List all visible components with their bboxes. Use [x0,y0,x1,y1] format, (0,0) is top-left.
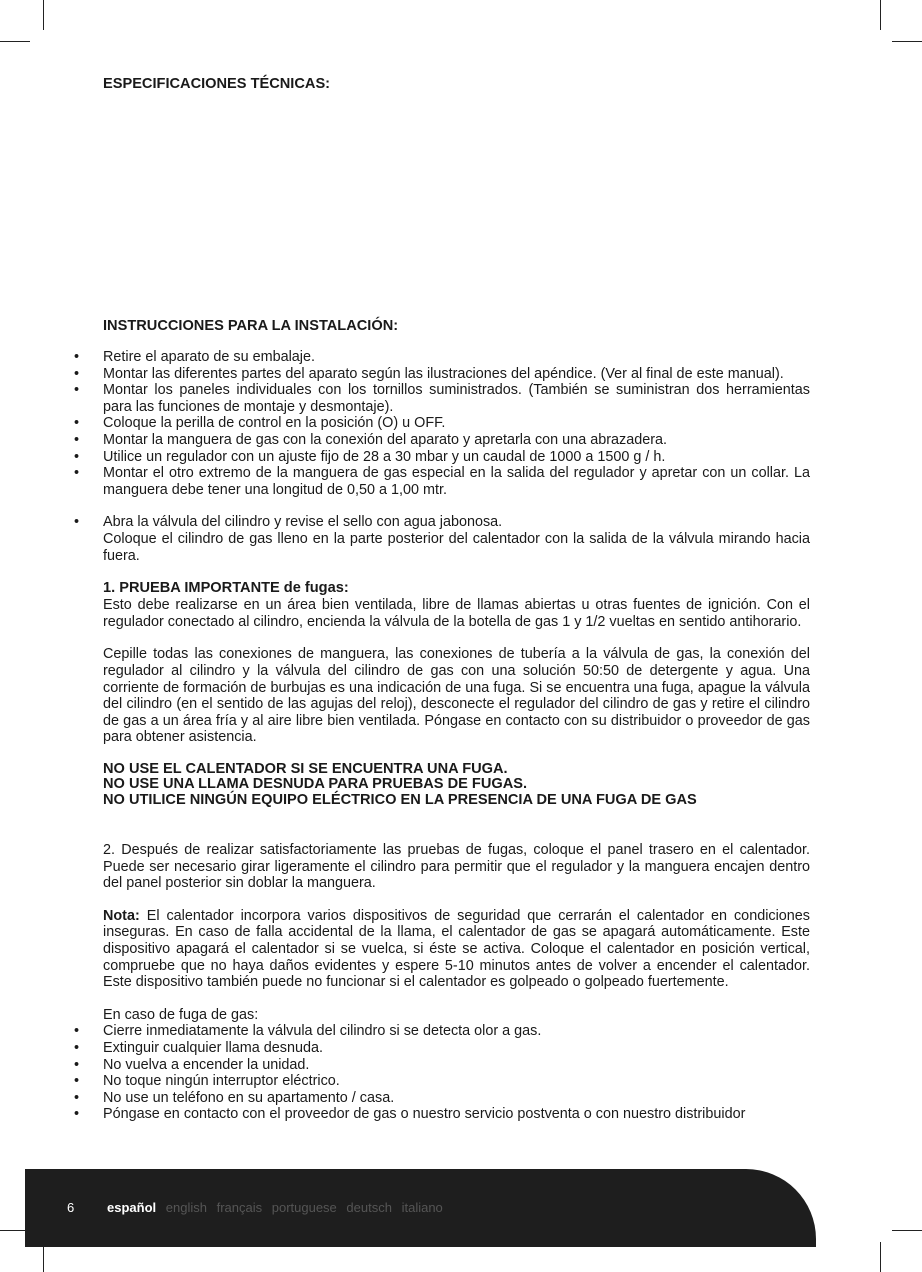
leak-case-title: En caso de fuga de gas: [103,1006,259,1023]
crop-mark [892,1230,922,1231]
list-item: • Extinguir cualquier llama desnuda. [103,1040,810,1057]
language-espanol[interactable]: español [107,1200,157,1215]
note-text: El calentador incorpora varios dispositivos de seguridad que cerrarán el calentador en condiciones inseguras. En caso de falla accidental de la llama, el calentador de gas se apagará automáticamente. Este dispositivo apagará el calentador si se vuelca, si éste se activa. Coloque el calentador en posición vertical, compruebe que no haya daños evidentes y espere 5-10 minutos antes de volver a encender el calentador. Este dispositivo también puede no funcionar si el calentador es golpeado o golpeado fuertemente. [103,907,810,991]
warning-block [103,762,810,808]
crop-mark [0,41,30,42]
list-item: • Póngase en contacto con el proveedor de gas o nuestro servicio postventa o con nuestro distribuidor [103,1106,810,1123]
list-item: • Montar el otro extremo de la manguera de gas especial en la salida del regulador y apretar con un collar. La manguera debe tener una longitud de 0,50 a 1,00 mtr. [103,465,810,498]
valve-text: Coloque el cilindro de gas lleno en la parte posterior del calentador con la salida de la válvula mirando hacia fuera. [103,530,810,564]
crop-mark [880,0,881,30]
list-item: • Cierre inmediatamente la válvula del cilindro si se detecta olor a gas. [103,1023,810,1040]
language-deutsch[interactable]: deutsch [346,1200,392,1215]
language-italiano[interactable]: italiano [401,1200,443,1215]
crop-mark [43,0,44,30]
crop-mark [880,1242,881,1272]
install-title: INSTRUCCIONES PARA LA INSTALACIÓN: [103,318,399,334]
valve-list [103,514,810,531]
list-item: • Montar los paneles individuales con los tornillos suministrados. (También se suministran dos herramientas para las funciones de montaje y desmontaje). [103,382,810,415]
leak-test-paragraph: Cepille todas las conexiones de manguera, las conexiones de tubería a la válvula de gas, la conexión del regulador al cilindro y la válvula del cilindro de gas con una solución 50:50 de detergente y agua. Una corriente de formación de burbujas es una indicación de una fuga. Si se encuentra una fuga, apague la válvula del cilindro (en el sentido de las agujas del reloj), desconecte el regulador del cilindro de gas y retire el cilindro de gas a un área fría y al aire libre bien ventilada. Póngase en contacto con su distribuidor o proveedor de gas para obtener asistencia. [103,646,810,746]
list-item: • Utilice un regulador con un ajuste fijo de 28 a 30 mbar y un caudal de 1000 a 1500 g / h. [103,449,810,466]
language-bar [107,1200,449,1215]
list-item: • No toque ningún interruptor eléctrico. [103,1073,810,1090]
install-section [103,318,810,1123]
language-english[interactable]: english [165,1200,207,1215]
list-item: • No vuelva a encender la unidad. [103,1057,810,1074]
step2-paragraph: 2. Después de realizar satisfactoriamente las pruebas de fugas, coloque el panel trasero en el calentador. Puede ser necesario girar ligeramente el cilindro para permitir que el regulador y la manguera encajen dentro del panel posterior sin doblar la manguera. [103,842,810,892]
note-paragraph [103,908,810,991]
warning-line: NO UTILICE NINGÚN EQUIPO ELÉCTRICO EN LA PRESENCIA DE UNA FUGA DE GAS [103,791,697,808]
page-number: 6 [67,1200,75,1215]
language-francais[interactable]: français [216,1200,263,1215]
leak-test-paragraph: Esto debe realizarse en un área bien ventilada, libre de llamas abiertas u otras fuentes de ignición. Con el regulador conectado al cilindro, encienda la válvula de la botella de gas 1 y 1/2 vueltas en sentido antihorario. [103,597,810,630]
warning-line: NO USE EL CALENTADOR SI SE ENCUENTRA UNA FUGA. [103,760,508,777]
warning-line: NO USE UNA LLAMA DESNUDA PARA PRUEBAS DE FUGAS. [103,776,528,793]
list-item: • Montar la manguera de gas con la conexión del aparato y apretarla con una abrazadera. [103,432,810,449]
list-item: • Montar las diferentes partes del aparato según las ilustraciones del apéndice. (Ver al final de este manual). [103,366,810,383]
language-portuguese[interactable]: portuguese [271,1200,337,1215]
list-item: • No use un teléfono en su apartamento / casa. [103,1090,810,1107]
crop-mark [892,41,922,42]
leak-case-list [103,1023,810,1123]
note-label: Nota: [103,907,140,924]
list-item: • Coloque la perilla de control en la posición (O) u OFF. [103,415,810,432]
leak-test-title: 1. PRUEBA IMPORTANTE de fugas: [103,580,349,597]
spec-title: ESPECIFICACIONES TÉCNICAS: [103,76,331,92]
page-footer [25,1169,816,1247]
install-list [103,349,810,498]
list-item: • Retire el aparato de su embalaje. [103,349,810,366]
list-item: • Abra la válvula del cilindro y revise el sello con agua jabonosa. [103,514,810,531]
